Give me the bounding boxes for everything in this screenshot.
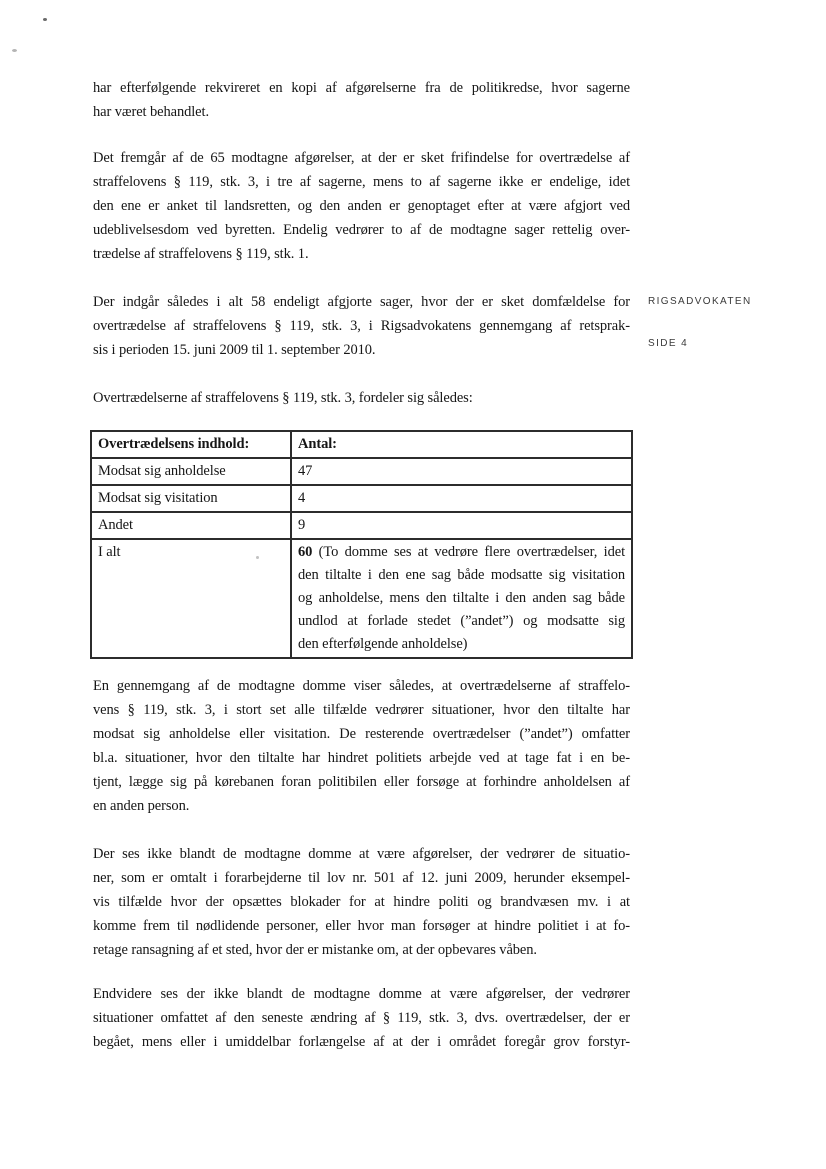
text-line: Endvidere ses der ikke blandt de modtagne domme at være afgørelser, der vedrører: [93, 986, 630, 1002]
text-line: Der indgår således i alt 58 endeligt afgjorte sager, hvor der er sket domfældelse for: [93, 294, 630, 310]
row-label: Modsat sig visitation: [91, 485, 291, 512]
table-header-row: [91, 431, 632, 458]
text-line: udeblivelsesdom ved byretten. Endelig vedrører to af de modtagne sager rettelig over-: [93, 222, 630, 238]
paragraph-table-lead: [93, 386, 630, 410]
paragraph-intro: [93, 76, 630, 124]
table-total-row: [91, 539, 632, 658]
paragraph-final-cases: [93, 290, 630, 362]
text-line: begået, mens eller i umiddelbar forlængelse af at der i området foregår grov forstyr-: [93, 1034, 630, 1050]
paragraph-amendment: [93, 982, 630, 1054]
text-line: vens § 119, stk. 3, i stort set alle tilfælde vedrører situationer, hvor den tiltalte har: [93, 702, 630, 718]
text-line: trædelse af straffelovens § 119, stk. 1.: [93, 246, 309, 262]
text-line: har været behandlet.: [93, 104, 209, 120]
text-line: bl.a. situationer, hvor den tiltalte har hindret politiets arbejde ved at tage fat i en be-: [93, 750, 630, 766]
text-line: retage ransagning af et sted, hvor der er mistanke om, at der opbevares våben.: [93, 942, 537, 958]
text-line: den ene er anket til landsretten, og den anden er genoptaget efter at være afgjort ved: [93, 198, 630, 214]
total-note-line: (To domme ses at vedrøre flere overtrædelser, idet: [318, 544, 625, 560]
violations-table: [90, 430, 633, 659]
scan-speck: [12, 49, 17, 52]
margin-label-page-number: SIDE 4: [648, 338, 689, 349]
total-note-line: den efterfølgende anholdelse): [298, 636, 468, 652]
total-note-line: og anholdelse, mens den tiltalte i den anden sag både: [298, 590, 625, 606]
text-line: straffelovens § 119, stk. 3, i tre af sagerne, mens to af sagerne ikke er endelige, idet: [93, 174, 630, 190]
total-note-cell: [291, 539, 632, 658]
table-row: [91, 485, 632, 512]
text-line: ner, som er omtalt i forarbejderne til lov nr. 501 af 12. juni 2009, herunder eksempel-: [93, 870, 630, 886]
text-line: vis tilfælde hvor der opsættes blokader for at hindre politi og brandvæsen mv. i at: [93, 894, 630, 910]
text-line: En gennemgang af de modtagne domme viser således, at overtrædelserne af straffelo-: [93, 678, 630, 694]
text-line: overtrædelse af straffelovens § 119, stk. 3, i Rigsadvokatens gennemgang af retsprak-: [93, 318, 630, 334]
text-line: situationer omfattet af den seneste ændring af § 119, stk. 3, dvs. overtrædelser, der er: [93, 1010, 630, 1026]
total-count: 60: [298, 544, 313, 560]
total-label: I alt: [91, 539, 291, 658]
paragraph-not-found: [93, 842, 630, 962]
row-count: 47: [291, 458, 632, 485]
text-line: en anden person.: [93, 798, 190, 814]
text-line: Det fremgår af de 65 modtagne afgørelser, at der er sket frifindelse for overtrædelse af: [93, 150, 630, 166]
table-row: [91, 512, 632, 539]
row-count: 9: [291, 512, 632, 539]
text-line: Der ses ikke blandt de modtagne domme at være afgørelser, der vedrører de situatio-: [93, 846, 630, 862]
text-line: modsat sig anholdelse eller visitation. De resterende overtrædelser (”andet”) omfatter: [93, 726, 630, 742]
total-note-line: den tiltalte i den ene sag både modsatte sig visitation: [298, 567, 625, 583]
text-line: sis i perioden 15. juni 2009 til 1. september 2010.: [93, 342, 376, 358]
text-line: [298, 541, 625, 564]
table-header-antal: Antal:: [291, 431, 632, 458]
text-line: tjent, lægge sig på kørebanen foran politibilen eller forsøge at forhindre anholdelsen af: [93, 774, 630, 790]
row-label: Modsat sig anholdelse: [91, 458, 291, 485]
paragraph-findings: [93, 146, 630, 266]
table-row: [91, 458, 632, 485]
paragraph-review: [93, 674, 630, 818]
text-line: Overtrædelserne af straffelovens § 119, stk. 3, fordeler sig således:: [93, 390, 473, 406]
row-label: Andet: [91, 512, 291, 539]
scan-speck: [43, 18, 47, 21]
total-note-line: undlod at forlade stedet (”andet”) og modsatte sig: [298, 613, 625, 629]
table-header-indhold: Overtrædelsens indhold:: [91, 431, 291, 458]
row-count: 4: [291, 485, 632, 512]
margin-label-rigsadvokaten: RIGSADVOKATEN: [648, 296, 752, 307]
text-line: har efterfølgende rekvireret en kopi af afgørelserne fra de politikredse, hvor sagerne: [93, 80, 630, 96]
text-line: komme frem til nødlidende personer, eller hvor man forsøger at hindre politiet i at fo-: [93, 918, 630, 934]
